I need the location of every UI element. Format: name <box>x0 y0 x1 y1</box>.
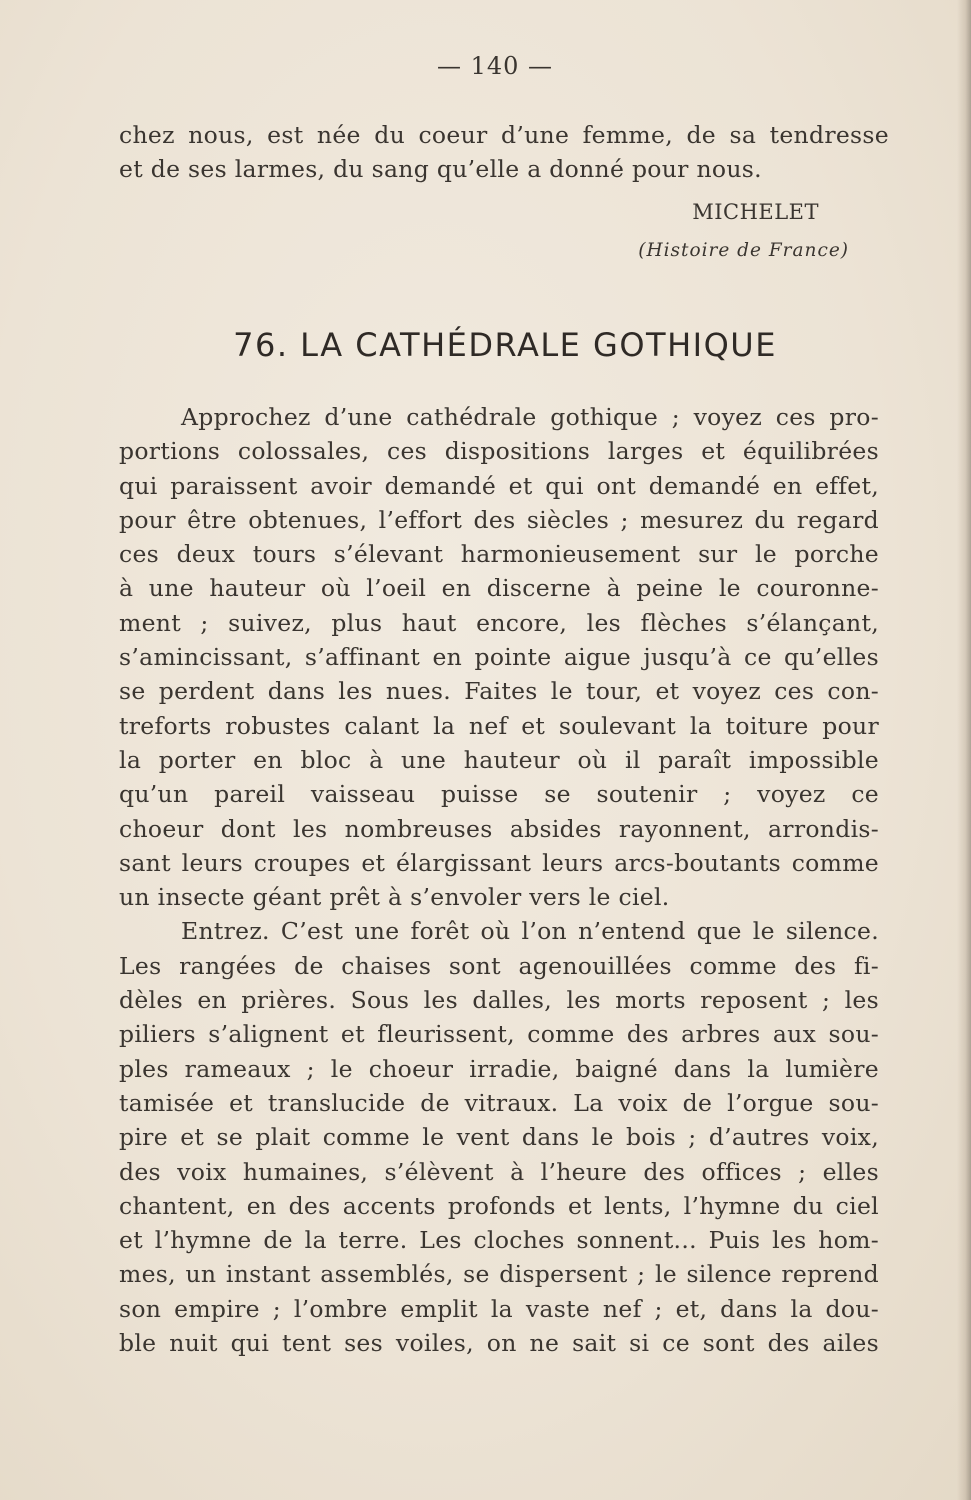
body-line: un insecte géant prêt à s’envoler vers le ciel. <box>119 883 670 912</box>
quote-line: et de ses larmes, du sang qu’elle a donné pour nous. <box>119 155 762 184</box>
body-line: pour être obtenues, l’effort des siècles ; mesurez du regard <box>119 505 879 534</box>
body-text <box>119 400 879 1360</box>
body-line: chantent, en des accents profonds et lents, l’hymne du ciel <box>119 1191 879 1220</box>
body-line: pire et se plait comme le vent dans le bois ; d’autres voix, <box>119 1123 879 1152</box>
quote-line: chez nous, est née du coeur d’une femme, de sa tendresse <box>119 121 889 149</box>
body-line: Les rangées de chaises sont agenouillées comme des fi- <box>119 951 879 980</box>
body-line: s’amincissant, s’affinant en pointe aigue jusqu’à ce qu’elles <box>119 643 879 672</box>
body-line: ces deux tours s’élevant harmonieusement sur le porche <box>119 540 879 569</box>
body-line: des voix humaines, s’élèvent à l’heure des offices ; elles <box>119 1157 879 1186</box>
page-number: — 140 — <box>436 52 554 80</box>
body-line: qu’un pareil vaisseau puisse se soutenir ; voyez ce <box>119 780 879 809</box>
body-line: portions colossales, ces dispositions larges et équilibrées <box>119 437 879 466</box>
body-line: et l’hymne de la terre. Les cloches sonnent... Puis les hom- <box>119 1226 879 1255</box>
quote-block <box>119 118 889 187</box>
body-line: treforts robustes calant la nef et soulevant la toiture pour <box>119 711 879 740</box>
body-line: sant leurs croupes et élargissant leurs arcs-boutants comme <box>119 848 879 877</box>
body-line: qui paraissent avoir demandé et qui ont demandé en effet, <box>119 471 879 500</box>
body-line: ment ; suivez, plus haut encore, les flèches s’élançant, <box>119 608 879 637</box>
body-line: ble nuit qui tent ses voiles, on ne sait si ce sont des ailes <box>119 1329 879 1358</box>
body-line: dèles en prières. Sous les dalles, les morts reposent ; les <box>119 986 879 1015</box>
body-line: piliers s’alignent et fleurissent, comme des arbres aux sou- <box>119 1020 879 1049</box>
body-line: à une hauteur où l’oeil en discerne à peine le couronne- <box>119 574 879 603</box>
body-line: choeur dont les nombreuses absides rayonnent, arrondis- <box>119 814 879 843</box>
page-edge-shadow <box>957 0 971 1500</box>
quote-source: (Histoire de France) <box>638 240 849 261</box>
chapter-title: 76. LA CATHÉDRALE GOTHIQUE <box>233 326 777 364</box>
body-line: la porter en bloc à une hauteur où il paraît impossible <box>119 745 879 774</box>
body-line: se perdent dans les nues. Faites le tour, et voyez ces con- <box>119 677 879 706</box>
body-line: mes, un instant assemblés, se dispersent ; le silence reprend <box>119 1260 879 1289</box>
body-line: Approchez d’une cathédrale gothique ; voyez ces pro- <box>181 403 879 431</box>
quote-author: MICHELET <box>692 200 819 224</box>
body-line: son empire ; l’ombre emplit la vaste nef ; et, dans la dou- <box>119 1294 879 1323</box>
body-line: ples rameaux ; le choeur irradie, baigné dans la lumière <box>119 1054 879 1083</box>
body-line: Entrez. C’est une forêt où l’on n’entend que le silence. <box>181 917 879 946</box>
body-line: tamisée et translucide de vitraux. La voix de l’orgue sou- <box>119 1088 879 1117</box>
